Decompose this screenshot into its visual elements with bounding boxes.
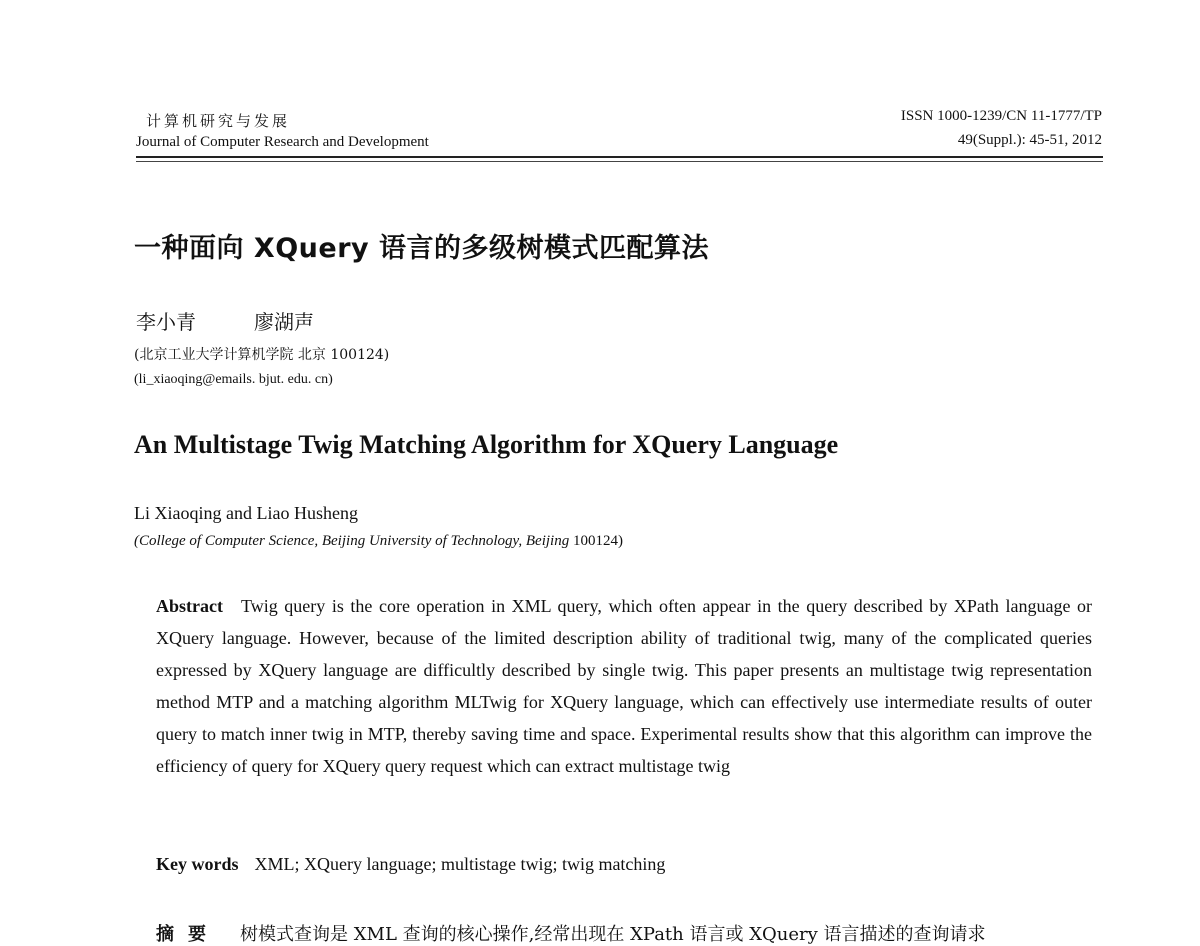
abstract-cn-text: 树模式查询是 XML 查询的核心操作,经常出现在 XPath 语言或 XQuery 语言描述的查询请求 [240,924,986,945]
authors-cn [136,306,314,335]
abstract-en [156,590,1092,782]
affiliation-en [134,533,623,550]
affiliation-en-institution: (College of Computer Science, Beijing University of Technology, Beijing [134,533,570,549]
affiliation-en-postcode: 100124) [572,533,623,549]
volume-info: 49(Suppl.): 45-51, 2012 [957,132,1102,148]
author-email: (li_xiaoqing@emails. bjut. edu. cn) [134,372,333,387]
keywords-label: Key words [156,854,239,874]
keywords-en [156,854,665,875]
affiliation-cn: (北京工业大学计算机学院 北京 100124) [134,347,390,363]
abstract-label: Abstract [156,596,223,616]
header-rule-thin [136,161,1103,162]
header-rule [136,156,1103,158]
keywords-text: XML; XQuery language; multistage twig; twig matching [254,854,666,874]
paper-title-cn: 一种面向 XQuery 语言的多级树模式匹配算法 [134,233,710,264]
issn: ISSN 1000-1239/CN 11-1777/TP [900,108,1102,124]
journal-name-cn: 计算机研究与发展 [146,112,291,130]
journal-name-en: Journal of Computer Research and Development [136,134,429,150]
author-2-cn: 廖湖声 [254,310,314,334]
abstract-cn-label: 摘要 [156,924,220,945]
author-1-cn: 李小青 [136,310,196,334]
abstract-cn [156,920,986,946]
abstract-text: Twig query is the core operation in XML query, which often appear in the query described by XPath language or XQuery language. However, because of the limited description ability of traditional twig, many of the complicated queries expressed by XQuery language are difficultly described by single twig. This paper presents an multistage twig representation method MTP and a matching algorithm MLTwig for XQuery language, which can effectively use intermediate results of outer query to match inner twig in MTP, thereby saving time and space. Experimental results show that this algorithm can improve the efficiency of query for XQuery query request which can extract multistage twig [156,596,1092,776]
authors-en: Li Xiaoqing and Liao Husheng [134,503,358,523]
paper-title-en: An Multistage Twig Matching Algorithm for XQuery Language [134,430,839,459]
